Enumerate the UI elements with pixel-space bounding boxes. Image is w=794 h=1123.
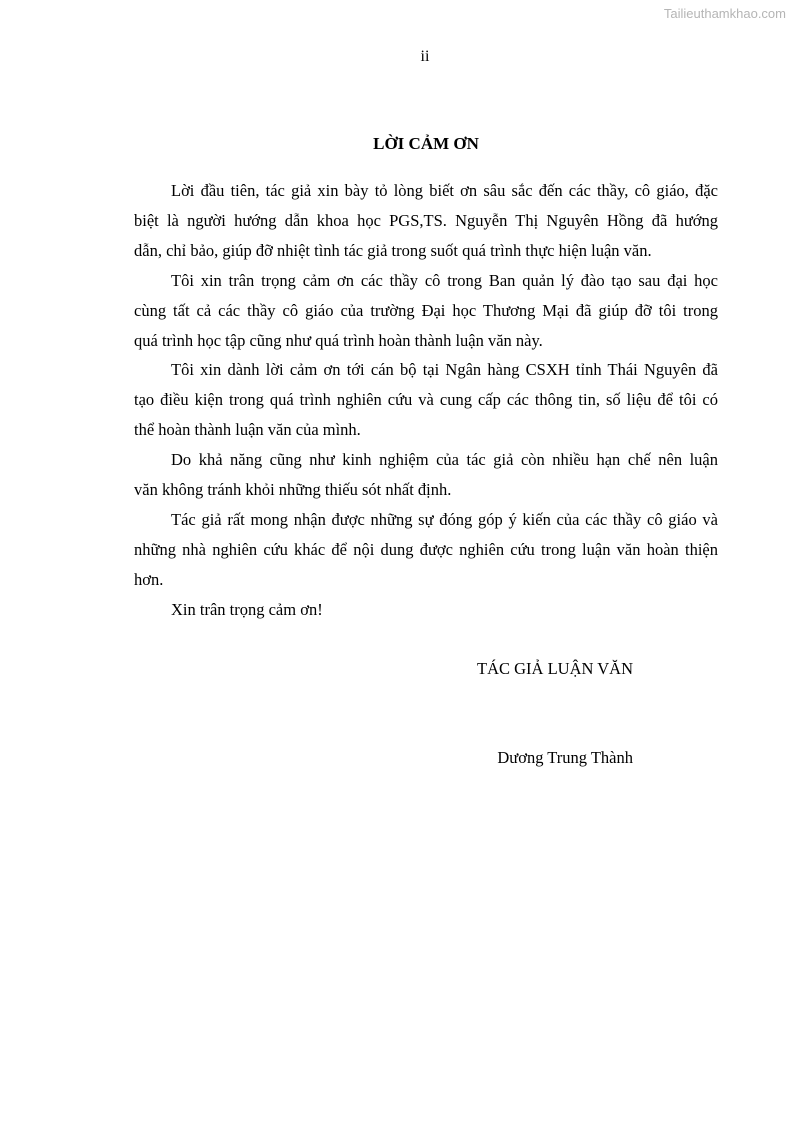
paragraph-line: hơn.	[134, 569, 164, 589]
paragraph	[134, 266, 718, 356]
paragraph-line: Lời đầu tiên, tác giả xin bày tỏ lòng biết ơn sâu sắc đến các thầy, cô giáo, đặc	[171, 181, 718, 200]
signature-role: TÁC GIẢ LUẬN VĂN	[477, 659, 633, 678]
paragraph-line: tạo điều kiện trong quá trình nghiên cứu và cung cấp các thông tin, số liệu để tôi có	[134, 390, 718, 410]
paragraph-line: văn không tránh khỏi những thiếu sót nhất định.	[134, 480, 452, 500]
paragraph-line: dẫn, chỉ bảo, giúp đỡ nhiệt tình tác giả trong suốt quá trình thực hiện luận văn.	[134, 240, 652, 260]
paragraph-line: Do khả năng cũng như kinh nghiệm của tác giả còn nhiều hạn chế nên luận	[171, 450, 718, 470]
paragraph-line: những nhà nghiên cứu khác để nội dung được nghiên cứu trong luận văn hoàn thiện	[134, 539, 718, 559]
paragraph-line: thể hoàn thành luận văn của mình.	[134, 420, 361, 440]
paragraph-line: Xin trân trọng cảm ơn!	[171, 599, 323, 619]
paragraph	[134, 176, 718, 266]
paragraph-line: Tôi xin trân trọng cảm ơn các thầy cô trong Ban quản lý đào tạo sau đại học	[171, 270, 718, 290]
paragraph	[134, 445, 718, 505]
paragraph-line: biệt là người hướng dẫn khoa học PGS,TS. Nguyễn Thị Nguyên Hồng đã hướng	[134, 210, 718, 230]
paragraph	[134, 595, 718, 625]
paragraph-line: cùng tất cả các thầy cô giáo của trường Đại học Thương Mại đã giúp đỡ tôi trong	[134, 300, 718, 320]
page-number: ii	[420, 48, 430, 65]
paragraph-line: quá trình học tập cũng như quá trình hoàn thành luận văn này.	[134, 330, 543, 350]
paragraph-line: Tác giả rất mong nhận được những sự đóng góp ý kiến của các thầy cô giáo và	[171, 509, 718, 529]
signature-name: Dương Trung Thành	[497, 748, 633, 767]
paragraph-line: Tôi xin dành lời cảm ơn tới cán bộ tại Ngân hàng CSXH tỉnh Thái Nguyên đã	[171, 360, 718, 380]
paragraph	[134, 505, 718, 595]
page-title: LỜI CẢM ƠN	[373, 134, 479, 153]
watermark: Tailieuthamkhao.com	[663, 6, 786, 21]
paragraph	[134, 355, 718, 445]
document-body	[134, 176, 718, 625]
